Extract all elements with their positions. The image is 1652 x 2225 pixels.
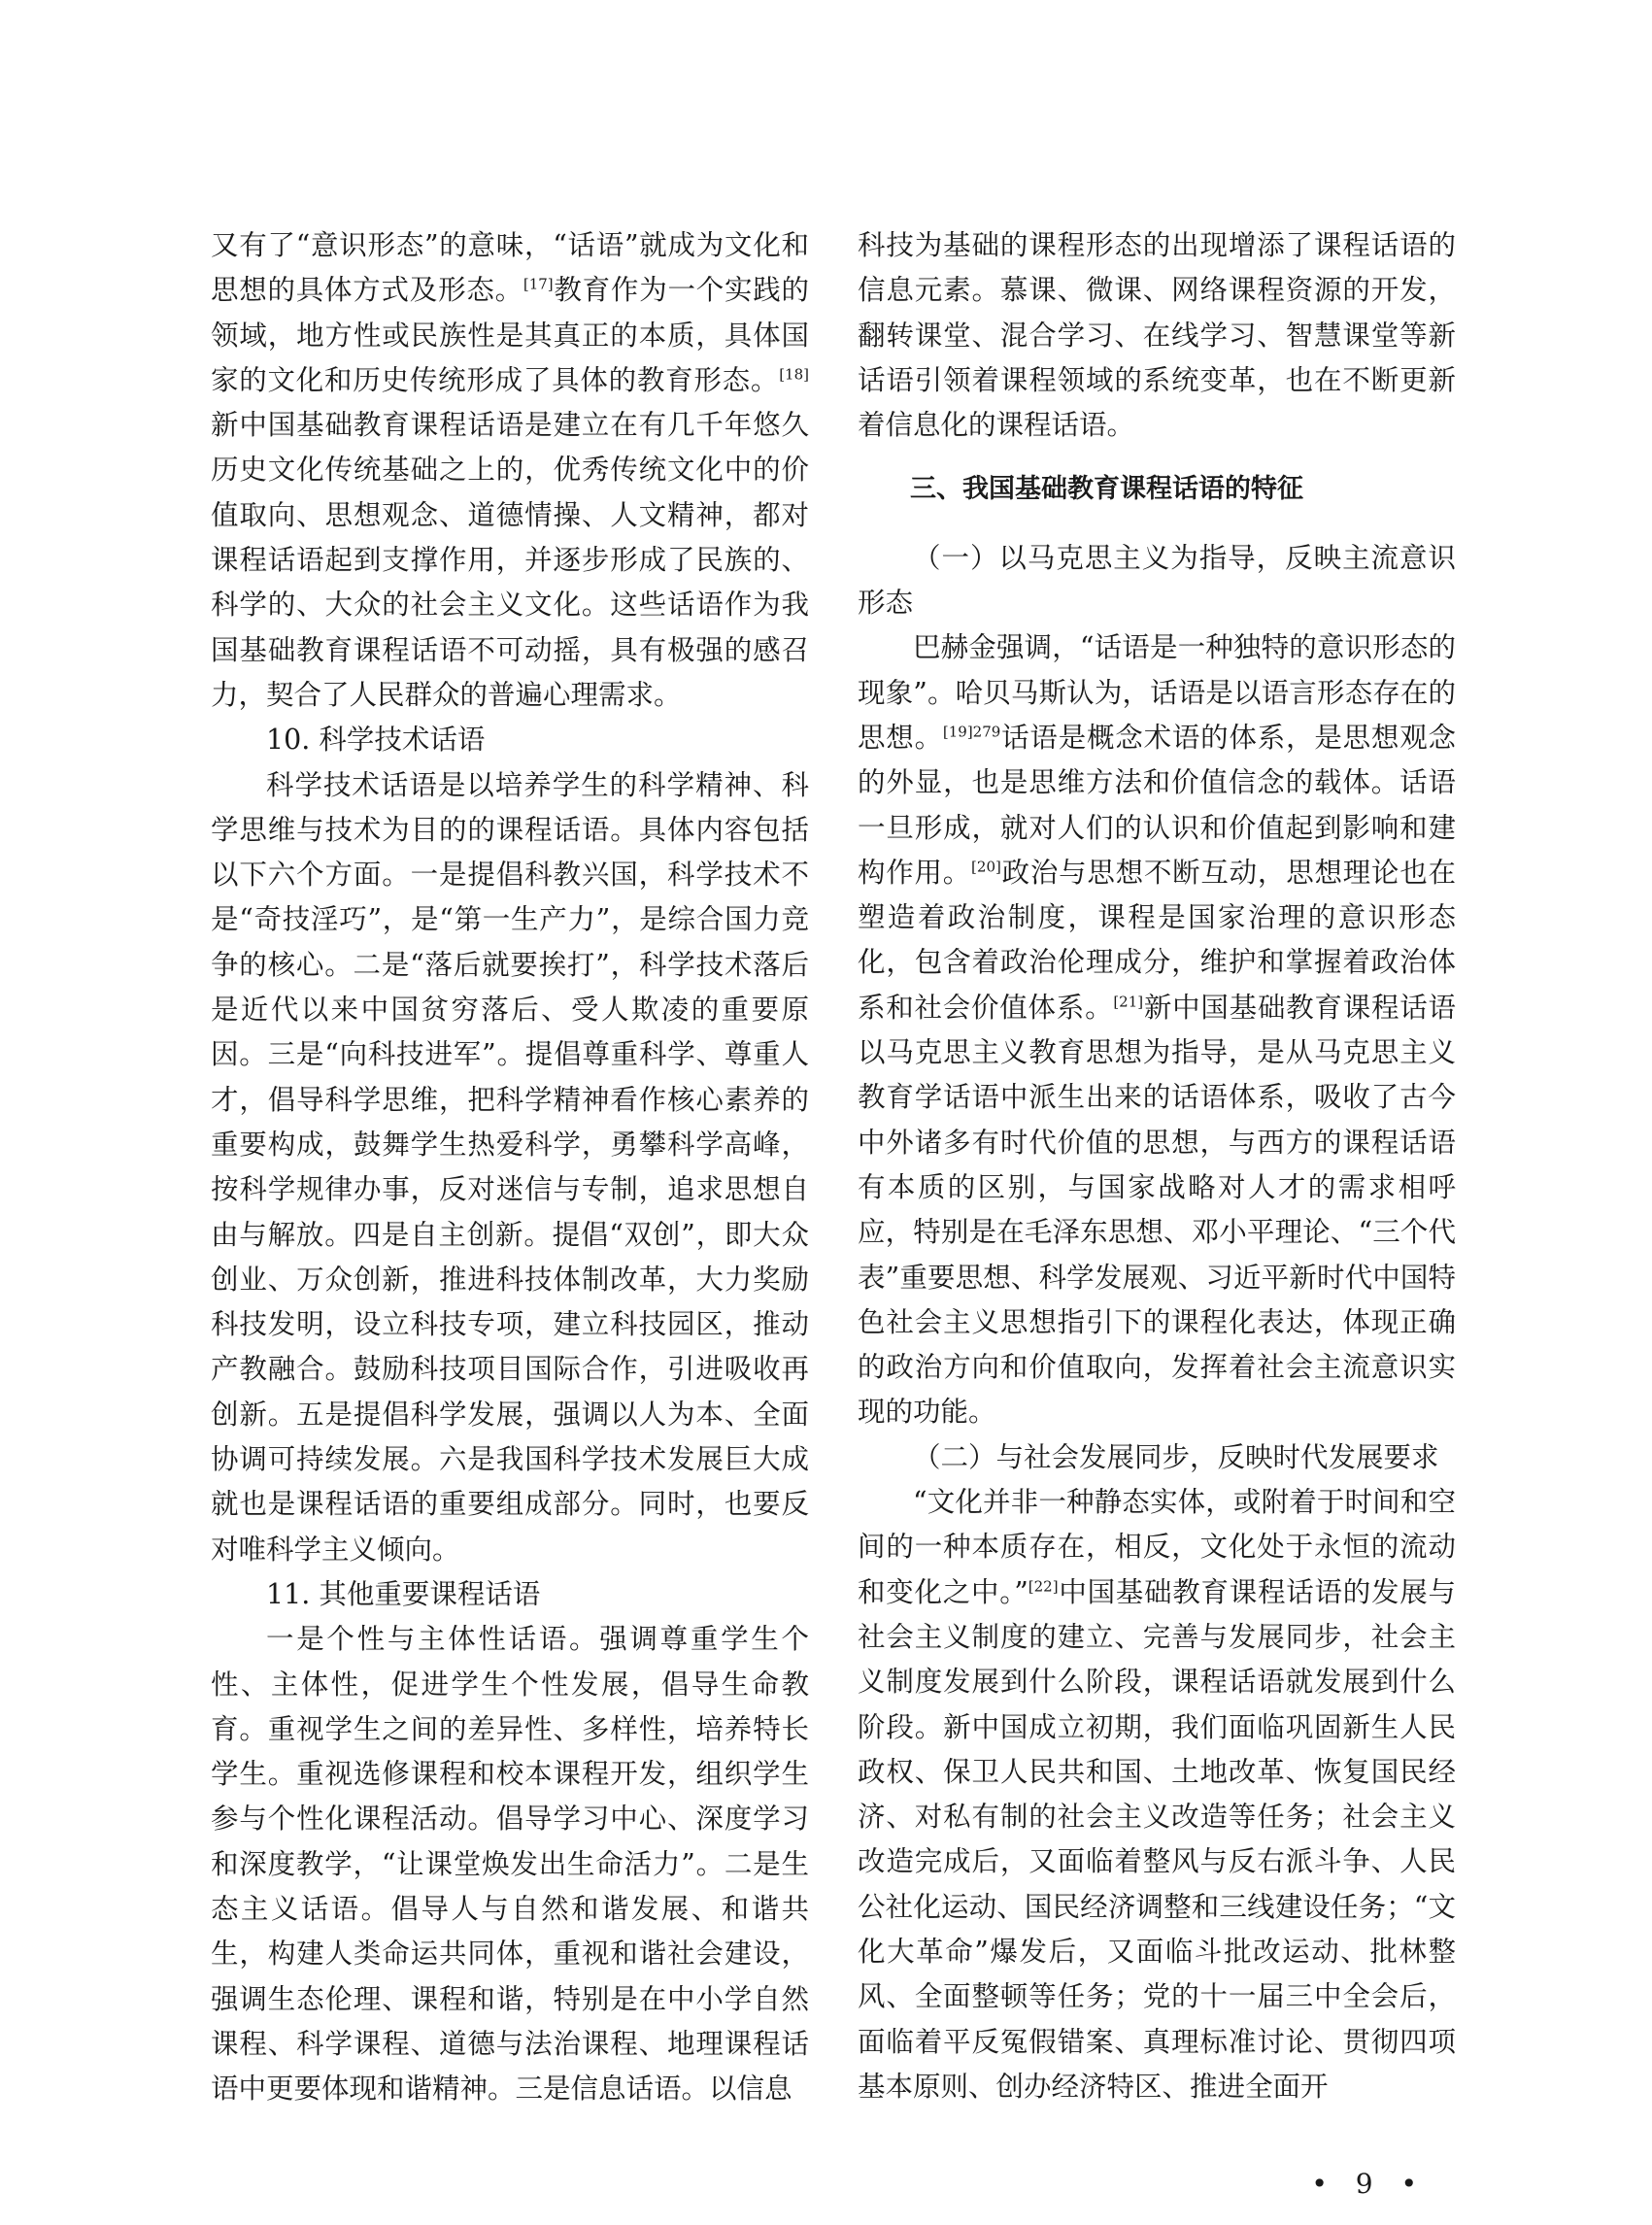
- citation: [21]: [1113, 993, 1144, 1011]
- paragraph: “文化并非一种静态实体，或附着于时间和空间的一种本质存在，相反，文化处于永恒的流动和变化之中。”[22]中国基础教育课程话语的发展与社会主义制度的建立、完善与发展同步，社会主义制度发展到什么阶段，课程话语就发展到什么阶段。新中国成立初期，我们面临巩固新生人民政权、保卫人民共和国、土地改革、恢复国民经济、对私有制的社会主义改造等任务；社会主义改造完成后，又面临着整风与反右派斗争、人民公社化运动、国民经济调整和三线建设任务；“文化大革命”爆发后，又面临斗批改运动、批林整风、全面整顿等任务；党的十一届三中全会后，面临着平反冤假错案、真理标准讨论、贯彻四项基本原则、创办经济特区、推进全面开: [858, 1486, 1456, 2103]
- citation: [22]: [1028, 1577, 1059, 1596]
- page-number: • 9 •: [1311, 2168, 1427, 2200]
- subsection-heading: （二）与社会发展同步，反映时代发展要求: [913, 1440, 1439, 1473]
- subheading-11: 11. 其他重要课程话语: [266, 1577, 541, 1610]
- citation: [20]: [971, 858, 1001, 876]
- paragraph: 科学技术话语是以培养学生的科学精神、科学思维与技术为目的的课程话语。具体内容包括以下六个方面。一是提倡科教兴国，科学技术不是“奇技淫巧”，是“第一生产力”，是综合国力竞争的核心。二是“落后就要挨打”，科学技术落后是近代以来中国贫穷落后、受人欺凌的重要原因。三是“向科技进军”。提倡尊重科学、尊重人才，倡导科学思维，把科学精神看作核心素养的重要构成，鼓舞学生热爱科学，勇攀科学高峰，按科学规律办事，反对迷信与专制，追求思想自由与解放。四是自主创新。提倡“双创”，即大众创业、万众创新，推进科技体制改革，大力奖励科技发明，设立科技专项，建立科技园区，推动产教融合。鼓励科技项目国际合作，引进吸收再创新。五是提倡科学发展，强调以人为本、全面协调可持续发展。六是我国科学技术发展巨大成就也是课程话语的重要组成部分。同时，也要反对唯科学主义倾向。: [211, 768, 809, 1566]
- right-column: [858, 223, 1456, 2109]
- paragraph: 巴赫金强调，“话语是一种独特的意识形态的现象”。哈贝马斯认为，话语是以语言形态存在的思想。$^{[19]279}$话语是概念术语的体系，是思想观念的外显，也是思维方法和价值信念的载体。话语一旦形成，就对人们的认识和价值起到影响和建构作用。[20]政治与思想不断互动，思想理论也在塑造着政治制度，课程是国家治理的意识形态化，包含着政治伦理成分，维护和掌握着政治体系和社会价值体系。[21]新中国基础教育课程话语以马克思主义教育思想为指导，是从马克思主义教育学话语中派生出来的话语体系，吸收了古今中外诸多有时代价值的思想，与西方的课程话语有本质的区别，与国家战略对人才的需求相呼应，特别是在毛泽东思想、邓小平理论、“三个代表”重要思想、科学发展观、习近平新时代中国特色社会主义思想指引下的课程化表达，体现正确的政治方向和价值取向，发挥着社会主流意识实现的功能。: [858, 631, 1456, 1429]
- subheading-10: 10. 科学技术话语: [266, 724, 486, 757]
- subsection-heading: （一）以马克思主义为指导，反映主流意识形态: [858, 541, 1456, 620]
- citation: [18]: [779, 365, 809, 384]
- section-heading: 三、我国基础教育课程话语的特征: [910, 474, 1303, 505]
- paragraph: 一是个性与主体性话语。强调尊重学生个性、主体性，促进学生个性发展，倡导生命教育。重视学生之间的差异性、多样性，培养特长学生。重视选修课程和校本课程开发，组织学生参与个性化课程活动。倡导学习中心、深度学习和深度教学，“让课堂焕发出生命活力”。二是生态主义话语。倡导人与自然和谐发展、和谐共生，构建人类命运共同体，重视和谐社会建设，强调生态伦理、课程和谐，特别是在中小学自然课程、科学课程、道德与法治课程、地理课程话语中更要体现和谐精神。三是信息话语。以信息: [211, 1623, 809, 2106]
- paragraph: 科技为基础的课程形态的出现增添了课程话语的信息元素。慕课、微课、网络课程资源的开发，翻转课堂、混合学习、在线学习、智慧课堂等新话语引领着课程领域的系统变革，也在不断更新着信息化的课程话语。: [858, 229, 1456, 442]
- left-column: [211, 223, 809, 2111]
- citation: [17]: [523, 275, 554, 293]
- citation: [19]279: [942, 723, 1001, 741]
- paragraph: 又有了“意识形态”的意味，“话语”就成为文化和思想的具体方式及形态。[17]教育作为一个实践的领域，地方性或民族性是其真正的本质，具体国家的文化和历史传统形成了具体的教育形态。[18]新中国基础教育课程话语是建立在有几千年悠久历史文化传统基础之上的，优秀传统文化中的价值取向、思想观念、道德情操、人文精神，都对课程话语起到支撑作用，并逐步形成了民族的、科学的、大众的社会主义文化。这些话语作为我国基础教育课程话语不可动摇，具有极强的感召力，契合了人民群众的普遍心理需求。: [211, 229, 809, 711]
